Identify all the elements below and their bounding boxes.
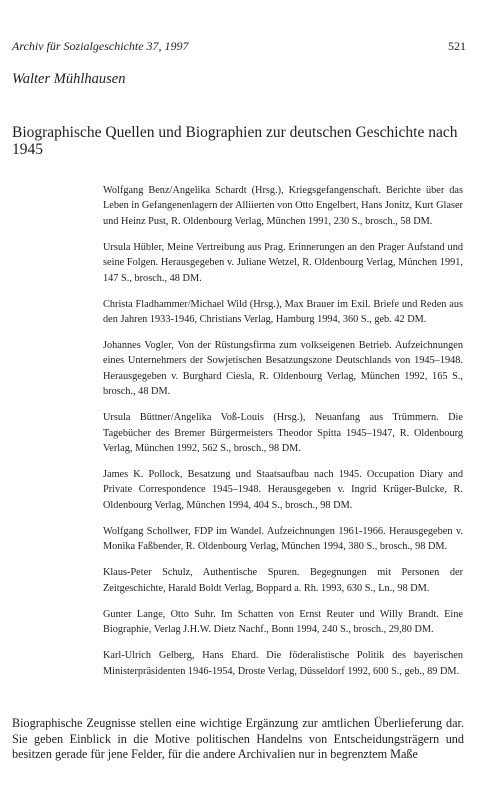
book-entry: Johannes Vogler, Von der Rüstungsfirma zum volkseigenen Betrieb. Aufzeichnungen eines Unternehmers der Sowjetischen Besatzungszone Deutschlands von 1945–1948. Herausgegeben v. Burghard Ciesla, R. Oldenbourg Verlag, München 1992, 165 S., brosch., 48 DM. [103,340,463,398]
book-entry: Ursula Büttner/Angelika Voß-Louis (Hrsg.), Neuanfang aus Trümmern. Die Tagebücher des Bremer Bürgermeisters Theodor Spitta 1945–1947, R. Oldenbourg Verlag, München 1992, 562 S., brosch., 98 DM. [103,412,463,455]
book-entry: Wolfgang Benz/Angelika Schardt (Hrsg.), Kriegsgefangenschaft. Berichte über das Leben in Gefangenenlagern der Alliierten von Otto Engelbert, Hans Jonitz, Kurt Glaser und Heinz Pust, R. Oldenbourg Verlag, München 1991, 230 S., brosch., 58 DM. [103,185,463,227]
book-entry: Ursula Hübler, Meine Vertreibung aus Prag. Erinnerungen an den Prager Aufstand und seine Folgen. Herausgegeben v. Juliane Wetzel, R. Oldenbourg Verlag, München 1991, 147 S., brosch., 48 DM. [103,241,463,284]
book-entry: Wolfgang Schollwer, FDP im Wandel. Aufzeichnungen 1961-1966. Herausgegeben v. Monika Faßbender, R. Oldenbourg Verlag, München 1994, 380 S., brosch., 98 DM. [103,525,463,553]
journal-title: Archiv für Sozialgeschichte 37, 1997 [12,39,189,53]
page-number: 521 [448,39,466,53]
running-head [12,39,466,53]
book-entry: Gunter Lange, Otto Suhr. Im Schatten von Ernst Reuter und Willy Brandt. Eine Biographie, Verlag J.H.W. Dietz Nachf., Bonn 1994, 240 S., brosch., 29,80 DM. [103,608,463,636]
article-title: Biographische Quellen und Biographien zur deutschen Geschichte nach 1945 [12,124,458,158]
article-author: Walter Mühlhausen [12,71,126,87]
book-entry: Klaus-Peter Schulz, Authentische Spuren. Begegnungen mit Personen der Zeitgeschichte, Harald Boldt Verlag, Boppard a. Rh. 1993, 630 S., Ln., 98 DM. [103,567,463,594]
book-entry: Christa Fladhammer/Michael Wild (Hrsg.), Max Brauer im Exil. Briefe und Reden aus den Jahren 1933-1946, Christians Verlag, Hamburg 1994, 360 S., geb. 42 DM. [103,298,463,326]
reviewed-books-list [103,183,463,690]
body-paragraph: Biographische Zeugnisse stellen eine wichtige Ergänzung zur amtlichen Überlieferung dar. Sie geben Einblick in die Motive politischen Handelns von Entscheidungsträgern und besitzen gerade für jene Felder, für die andere Archivalien nur in begrenztem Maße [12,716,464,762]
book-entry: Karl-Ulrich Gelberg, Hans Ehard. Die föderalistische Politik des bayerischen Ministerpräsidenten 1946-1954, Droste Verlag, Düsseldorf 1992, 600 S., geb., 89 DM. [103,650,463,677]
book-entry: James K. Pollock, Besatzung und Staatsaufbau nach 1945. Occupation Diary and Private Correspondence 1945–1948. Herausgegeben v. Ingrid Krüger-Bulcke, R. Oldenbourg Verlag, München 1994, 404 S., brosch., 98 DM. [103,469,463,511]
